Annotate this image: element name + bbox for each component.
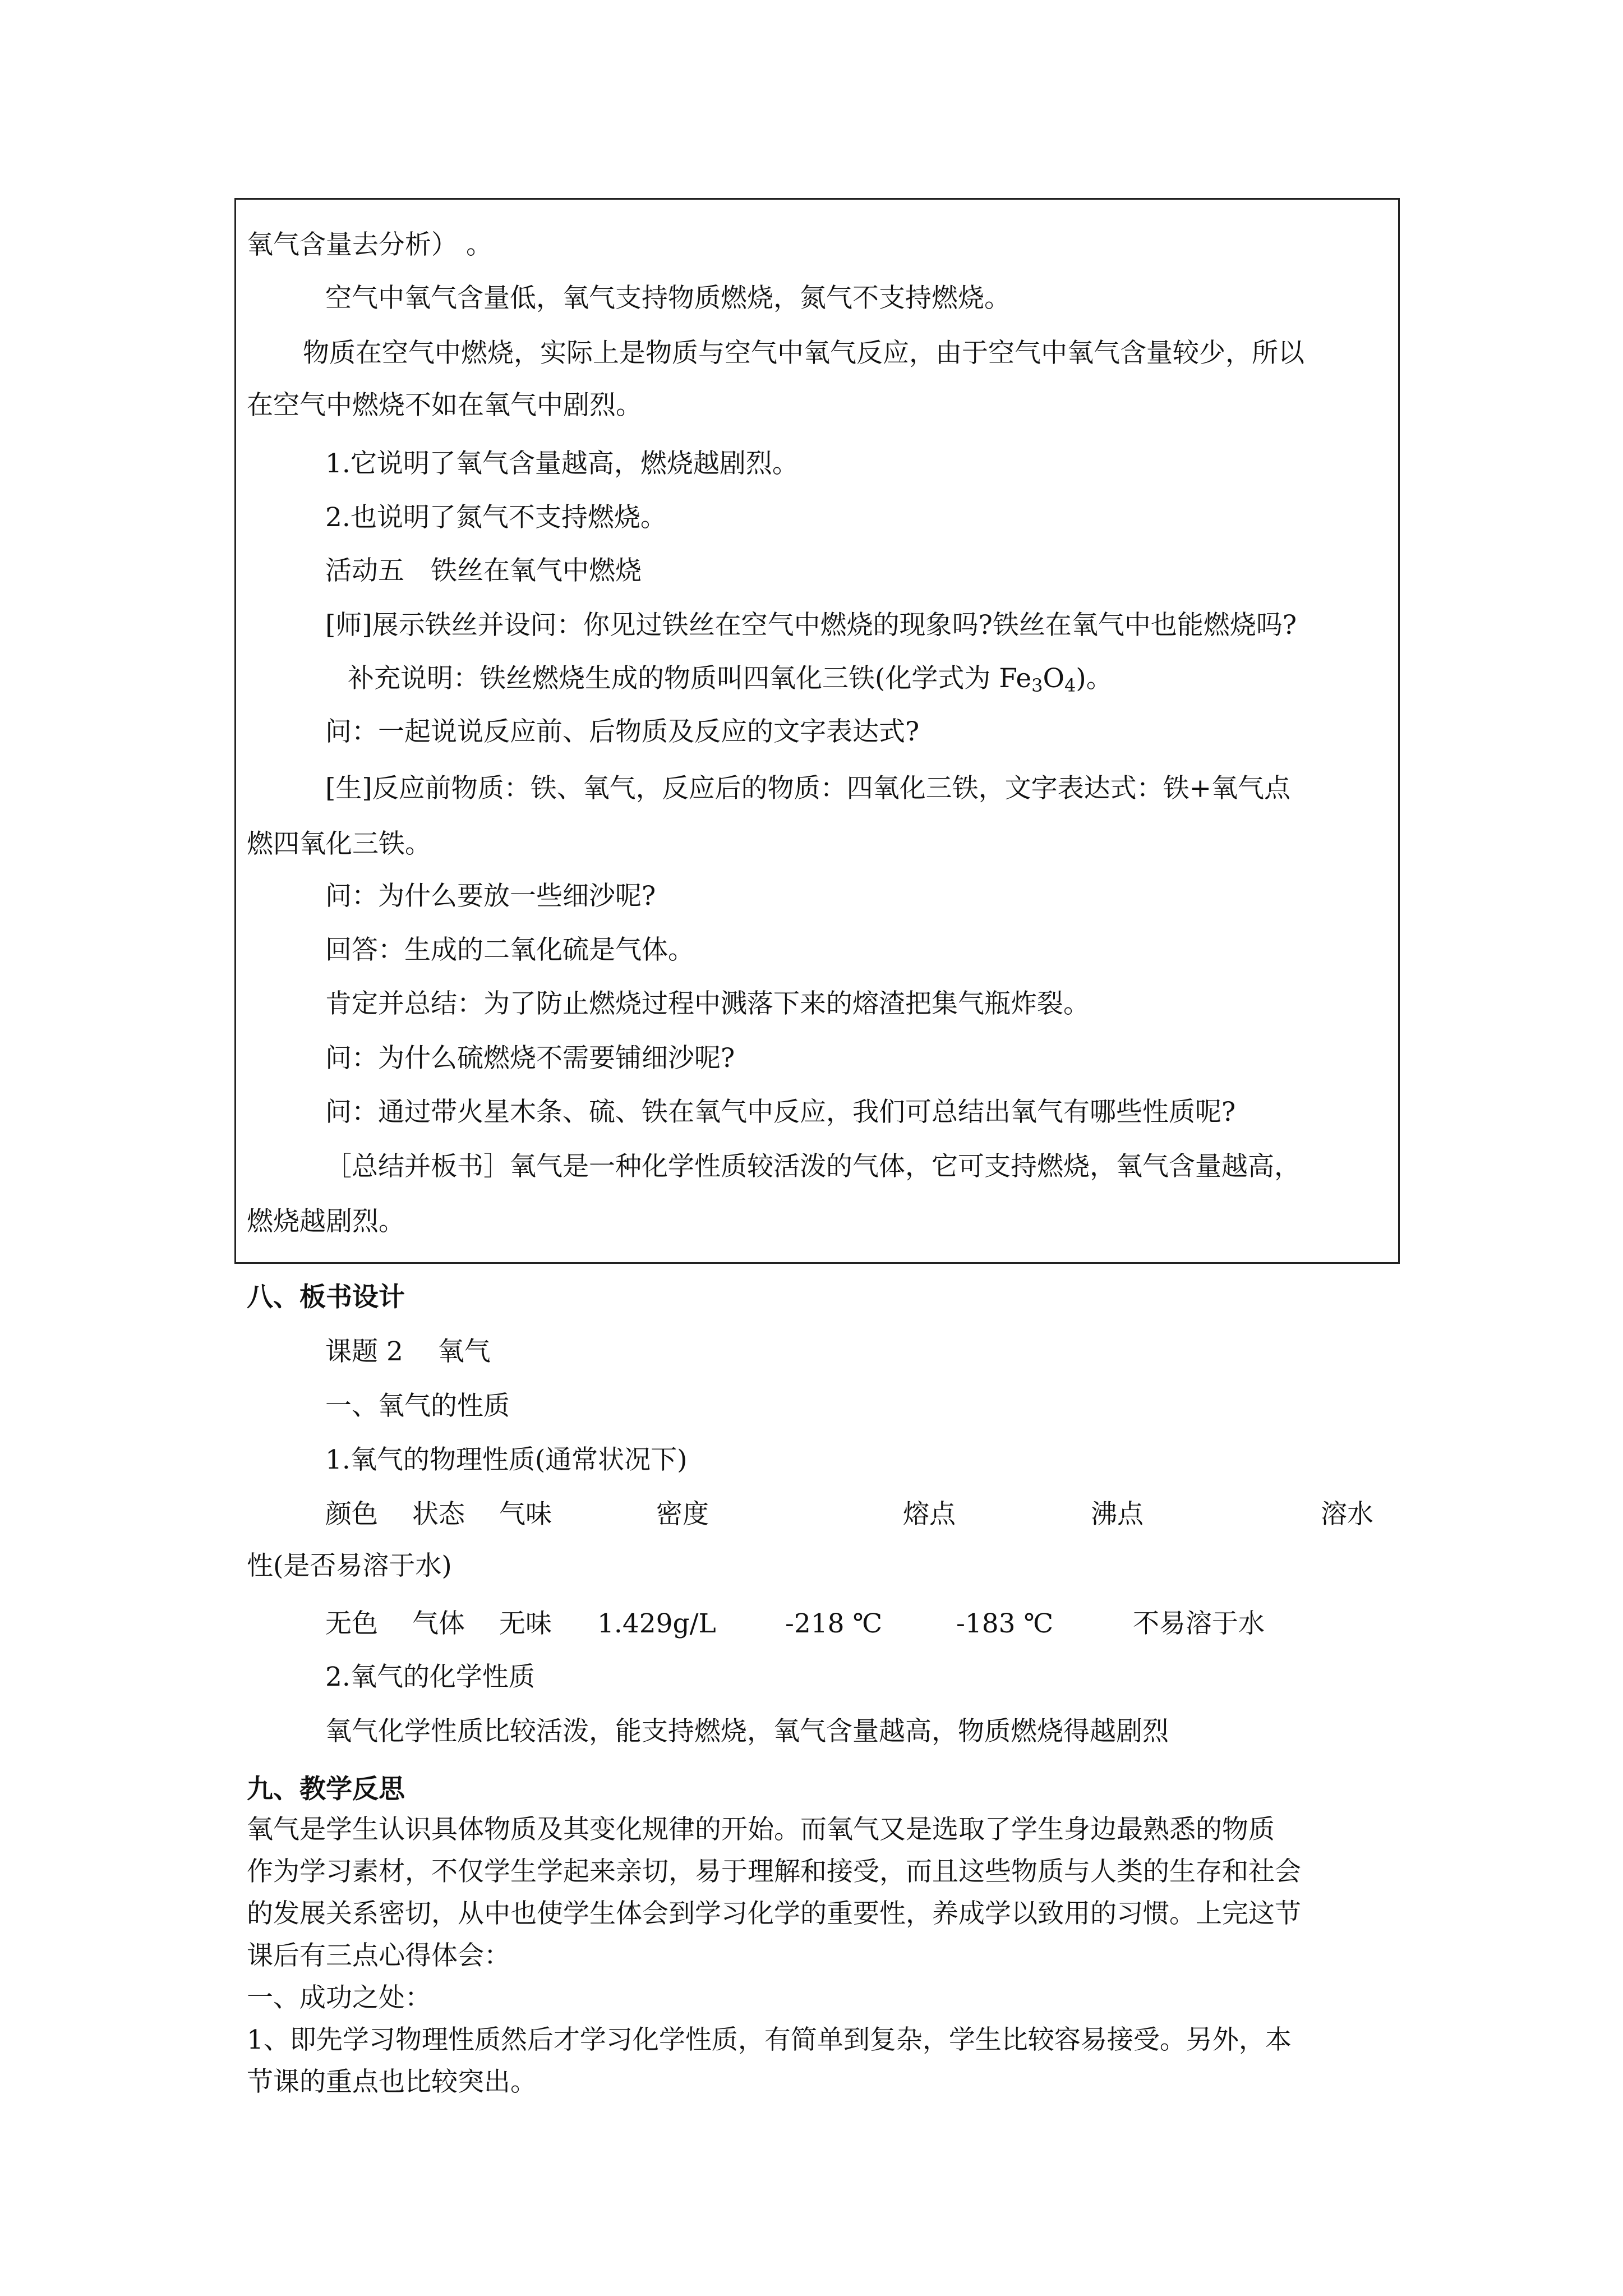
section-9-heading: 九、教学反思 (247, 1774, 405, 1805)
header-solubility: 溶水 (1321, 1499, 1373, 1530)
board-sub-2: 1.氧气的物理性质(通常状况下) (325, 1444, 688, 1475)
value-color: 无色 (325, 1608, 378, 1639)
box-line-18: ［总结并板书］氧气是一种化学性质较活泼的气体，它可支持燃烧，氧气含量越高， (325, 1151, 1301, 1182)
box-line-3: 物质在空气中燃烧，实际上是物质与空气中氧气反应，由于空气中氧气含量较少，所以 (303, 338, 1304, 369)
value-boiling-point: -183 ℃ (956, 1608, 1054, 1639)
header-density: 密度 (656, 1499, 709, 1530)
box-line-4: 在空气中燃烧不如在氧气中剧烈。 (247, 390, 642, 421)
header-melting-point: 熔点 (903, 1499, 956, 1530)
box-line-17: 问：通过带火星木条、硫、铁在氧气中反应，我们可总结出氧气有哪些性质呢? (325, 1097, 1236, 1128)
box-line-1: 氧气含量去分析） 。 (247, 229, 492, 260)
point-1-line-2: 节课的重点也比较突出。 (247, 2067, 537, 2097)
box-line-5: 1.它说明了氧气含量越高，燃烧越剧烈。 (325, 448, 799, 479)
value-smell: 无味 (499, 1608, 552, 1639)
box-line-12: 燃四氧化三铁。 (247, 829, 431, 859)
box-line-13: 问：为什么要放一些细沙呢? (325, 881, 656, 912)
box-line-19: 燃烧越剧烈。 (247, 1206, 405, 1237)
box-line-2: 空气中氧气含量低，氧气支持物质燃烧，氮气不支持燃烧。 (325, 283, 1011, 314)
activity-five-title: 活动五 铁丝在氧气中燃烧 (325, 555, 642, 586)
reflection-line-1: 氧气是学生认识具体物质及其变化规律的开始。而氧气又是选取了学生身边最熟悉的物质 (247, 1814, 1275, 1845)
reflection-line-2: 作为学习素材，不仅学生学起来亲切，易于理解和接受，而且这些物质与人类的生存和社会 (247, 1856, 1301, 1887)
success-heading: 一、成功之处： (247, 1982, 431, 2013)
supplement-prefix: 补充说明：铁丝燃烧生成的物质叫四氧化三铁(化学式为 Fe (348, 663, 1032, 694)
box-line-16: 问：为什么硫燃烧不需要铺细沙呢? (325, 1043, 735, 1074)
value-melting-point: -218 ℃ (785, 1608, 883, 1639)
box-line-15: 肯定并总结：为了防止燃烧过程中溅落下来的熔渣把集气瓶炸裂。 (325, 988, 1090, 1019)
value-density: 1.429g/L (597, 1608, 716, 1639)
box-line-10: 问：一起说说反应前、后物质及反应的文字表达式? (325, 716, 920, 747)
header-smell: 气味 (499, 1499, 552, 1530)
point-1-line-1: 1、即先学习物理性质然后才学习化学性质，有简单到复杂，学生比较容易接受。另外，本 (247, 2024, 1292, 2055)
board-sub-1: 一、氧气的性质 (325, 1391, 510, 1421)
formula-sub-3: 3 (1031, 675, 1043, 696)
value-solubility: 不易溶于水 (1133, 1608, 1265, 1639)
reflection-line-3: 的发展关系密切，从中也使学生体会到学习化学的重要性，养成学以致用的习惯。上完这节 (247, 1898, 1301, 1929)
box-line-11: [生]反应前物质：铁、氧气，反应后的物质：四氧化三铁，文字表达式：铁+氧气点 (325, 773, 1291, 804)
supplement-line (348, 662, 1113, 702)
section-8-heading: 八、板书设计 (247, 1282, 405, 1313)
header-color: 颜色 (325, 1499, 378, 1530)
value-state: 气体 (412, 1608, 465, 1639)
formula-o: O (1043, 663, 1065, 694)
reflection-line-4: 课后有三点心得体会： (247, 1940, 510, 1971)
header-solubility-wrap: 性(是否易溶于水) (247, 1550, 452, 1581)
header-state: 状态 (412, 1499, 465, 1530)
box-line-8: [师]展示铁丝并设问：你见过铁丝在空气中燃烧的现象吗?铁丝在氧气中也能燃烧吗? (325, 610, 1297, 641)
chem-property-text: 氧气化学性质比较活泼，能支持燃烧，氧气含量越高，物质燃烧得越剧烈 (325, 1716, 1169, 1747)
box-line-14: 回答：生成的二氧化硫是气体。 (325, 935, 694, 965)
board-topic: 课题 2 氧气 (325, 1336, 491, 1367)
box-line-6: 2.也说明了氮气不支持燃烧。 (325, 502, 667, 533)
chem-property-title: 2.氧气的化学性质 (325, 1662, 535, 1692)
formula-sub-4: 4 (1064, 675, 1076, 696)
header-boiling-point: 沸点 (1091, 1499, 1144, 1530)
supplement-suffix: )。 (1076, 663, 1113, 694)
